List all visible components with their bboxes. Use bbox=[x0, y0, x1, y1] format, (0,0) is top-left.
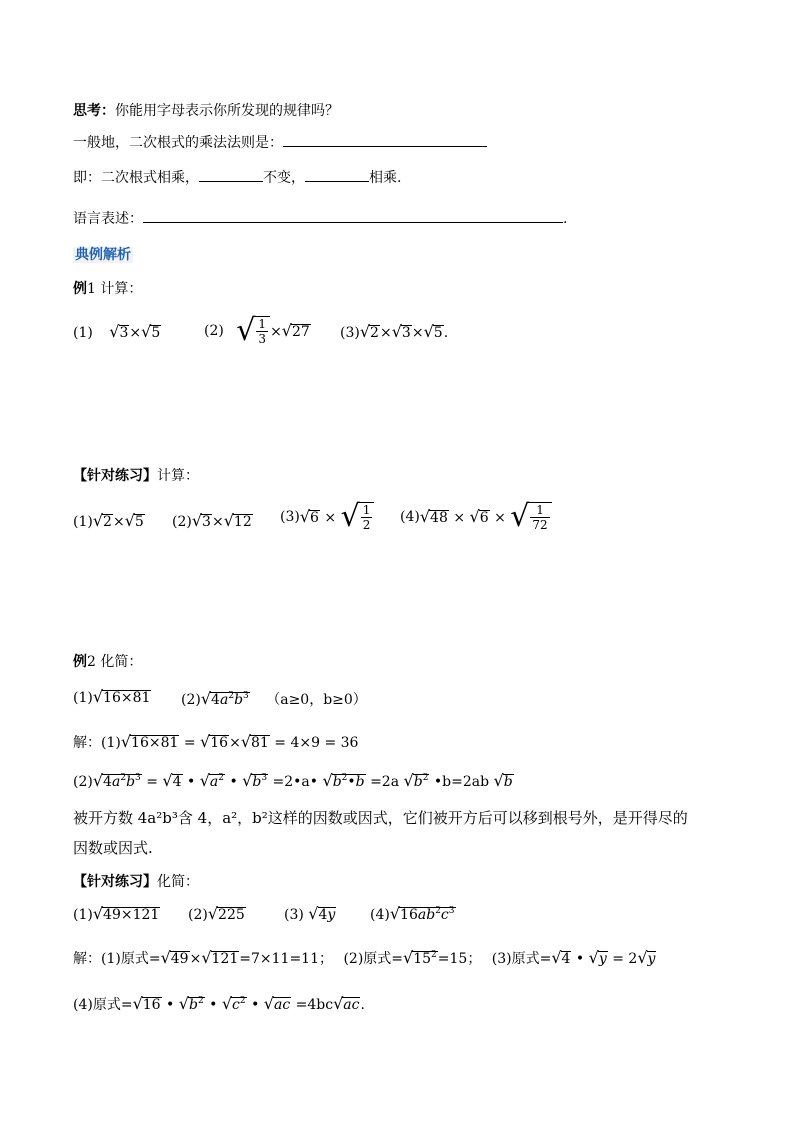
section-title: 典例解析 bbox=[75, 247, 131, 263]
ex2-note: 被开方数 4a²b³含 4，a²，b²这样的因数或因式，它们被开方后可以移到根号外，是开得尽的 bbox=[73, 809, 688, 827]
rule-line bbox=[73, 132, 487, 153]
example-2-num: 2 化简： bbox=[87, 654, 143, 670]
practice1-item-3: (3)√6 × √ $\frac{1}{2}$ bbox=[280, 500, 374, 534]
p2-item-2-label: (2) bbox=[188, 907, 208, 923]
practice1-item-4: (4)√48 × √6 × √ $\frac{1}{72}$ bbox=[400, 500, 552, 534]
ex2-item-1: (1)√16×81 bbox=[73, 687, 151, 706]
language-line bbox=[73, 208, 567, 229]
p2-sol1-label: (1)原式= bbox=[101, 951, 161, 967]
p2-sol1-result: =7×11=11； bbox=[239, 951, 333, 967]
rule-explain-suffix: 相乘. bbox=[369, 170, 402, 186]
example-2-title bbox=[73, 652, 142, 672]
ex2-solution-2: $(2)√4a^2b^3 = √4$ • $√a^2$ • $√b^3$ =2•a• $√b^2•b =2a$ $√b^2$ •b=2ab √b bbox=[73, 771, 513, 790]
example-1-num: 1 计算： bbox=[87, 281, 143, 297]
practice-2-label: 【针对练习】 bbox=[73, 874, 157, 890]
practice2-item-3: (3) √4y bbox=[284, 904, 336, 923]
ex2-sol-label: 解：(1) bbox=[73, 735, 121, 751]
practice2-item-2: (2)√225 bbox=[188, 904, 245, 923]
p1-item-1-label: (1) bbox=[73, 514, 93, 530]
think-text: 你能用字母表示你所发现的规律吗？ bbox=[115, 103, 339, 119]
practice1-item-2: (2)√3×√12 bbox=[172, 511, 252, 530]
ex1-item-2: (2) √ $\frac{1}{3}$ ×√27 bbox=[204, 313, 310, 348]
p2-item-4-label: (4) bbox=[370, 907, 390, 923]
ex1-item-1-label: (1) bbox=[73, 325, 93, 341]
p1-item-3-label: (3) bbox=[280, 509, 300, 525]
ex2-sol1-result: = 4×9 = 36 bbox=[274, 735, 359, 751]
ex1-expr-3: √2×√3×√5. bbox=[359, 322, 449, 341]
rule-explain-prefix: 即：二次根式相乘， bbox=[73, 170, 199, 186]
ex1-expr-1: √3×√5 bbox=[109, 322, 161, 341]
blank-2[interactable] bbox=[305, 167, 369, 182]
practice2-solution-line-1: 解：(1)原式=√49×√121=7×11=11； (2)原式$=√15^2=15$； (3)原式=√4 • √y = 2√y bbox=[73, 948, 656, 967]
ex1-item-2-label: (2) bbox=[204, 323, 224, 339]
practice2-solution-line-2: (4)原式=√16 • $√b^2$ • $√c^2$ • √ac =4bc√ac. bbox=[73, 994, 365, 1013]
think-label: 思考： bbox=[73, 103, 115, 119]
p2-item-3-label: (3) bbox=[284, 907, 304, 923]
rule-text: 一般地，二次根式的乘法法则是： bbox=[73, 135, 283, 151]
p2-sol-prefix: 解： bbox=[73, 951, 101, 967]
p2-sol2-label: (2)原式= bbox=[343, 951, 404, 967]
practice-2-text: 化简： bbox=[157, 874, 199, 890]
rule-explain-line bbox=[73, 167, 401, 188]
practice-1-label: 【针对练习】 bbox=[73, 468, 157, 484]
language-suffix: . bbox=[563, 211, 568, 227]
ex2-item-2: $(2)√4a^2b^3$ （a≥0，b≥0） bbox=[181, 689, 367, 708]
example-2-label: 例 bbox=[73, 654, 87, 670]
practice1-item-1: (1)√2×√5 bbox=[73, 511, 144, 530]
example-1-label: 例 bbox=[73, 281, 87, 297]
p2-sol4-result: =4bc bbox=[295, 997, 334, 1013]
practice-1-text: 计算： bbox=[157, 468, 199, 484]
ex2-condition: （a≥0，b≥0） bbox=[266, 692, 367, 708]
ex2-sol2-label: (2) bbox=[73, 774, 93, 790]
rule-explain-mid: 不变， bbox=[263, 170, 305, 186]
practice2-item-1: (1)√49×121 bbox=[73, 904, 160, 923]
section-title-line bbox=[73, 245, 133, 265]
language-prefix: 语言表述： bbox=[73, 211, 143, 227]
language-blank[interactable] bbox=[143, 208, 563, 223]
p2-sol4-label: (4)原式= bbox=[73, 997, 133, 1013]
ex2-note-2: 因数或因式. bbox=[73, 839, 153, 857]
ex1-item-1 bbox=[73, 324, 161, 341]
think-line bbox=[73, 101, 339, 121]
p2-sol2-result: =15； bbox=[437, 951, 482, 967]
practice-2-title bbox=[73, 872, 199, 892]
ex2-item-2-label: (2) bbox=[181, 692, 201, 708]
example-1-title bbox=[73, 279, 142, 299]
p2-sol3-label: (3)原式= bbox=[491, 951, 552, 967]
practice-1-title bbox=[73, 466, 199, 486]
ex1-expr-2: √ $\frac{1}{3}$ bbox=[236, 314, 270, 348]
p1-item-4-label: (4) bbox=[400, 509, 420, 525]
blank-1[interactable] bbox=[199, 167, 263, 182]
p2-item-1-label: (1) bbox=[73, 907, 93, 923]
practice2-item-4: $(4)√16ab^2c^3$ bbox=[370, 904, 455, 923]
ex1-item-3 bbox=[340, 324, 448, 341]
ex2-item-1-label: (1) bbox=[73, 690, 93, 706]
ex1-item-3-label: (3) bbox=[340, 325, 360, 341]
p1-item-2-label: (2) bbox=[172, 514, 192, 530]
ex2-solution-1: 解：(1)√16×81 = √16×√81 = 4×9 = 36 bbox=[73, 732, 359, 751]
rule-blank[interactable] bbox=[283, 132, 487, 147]
